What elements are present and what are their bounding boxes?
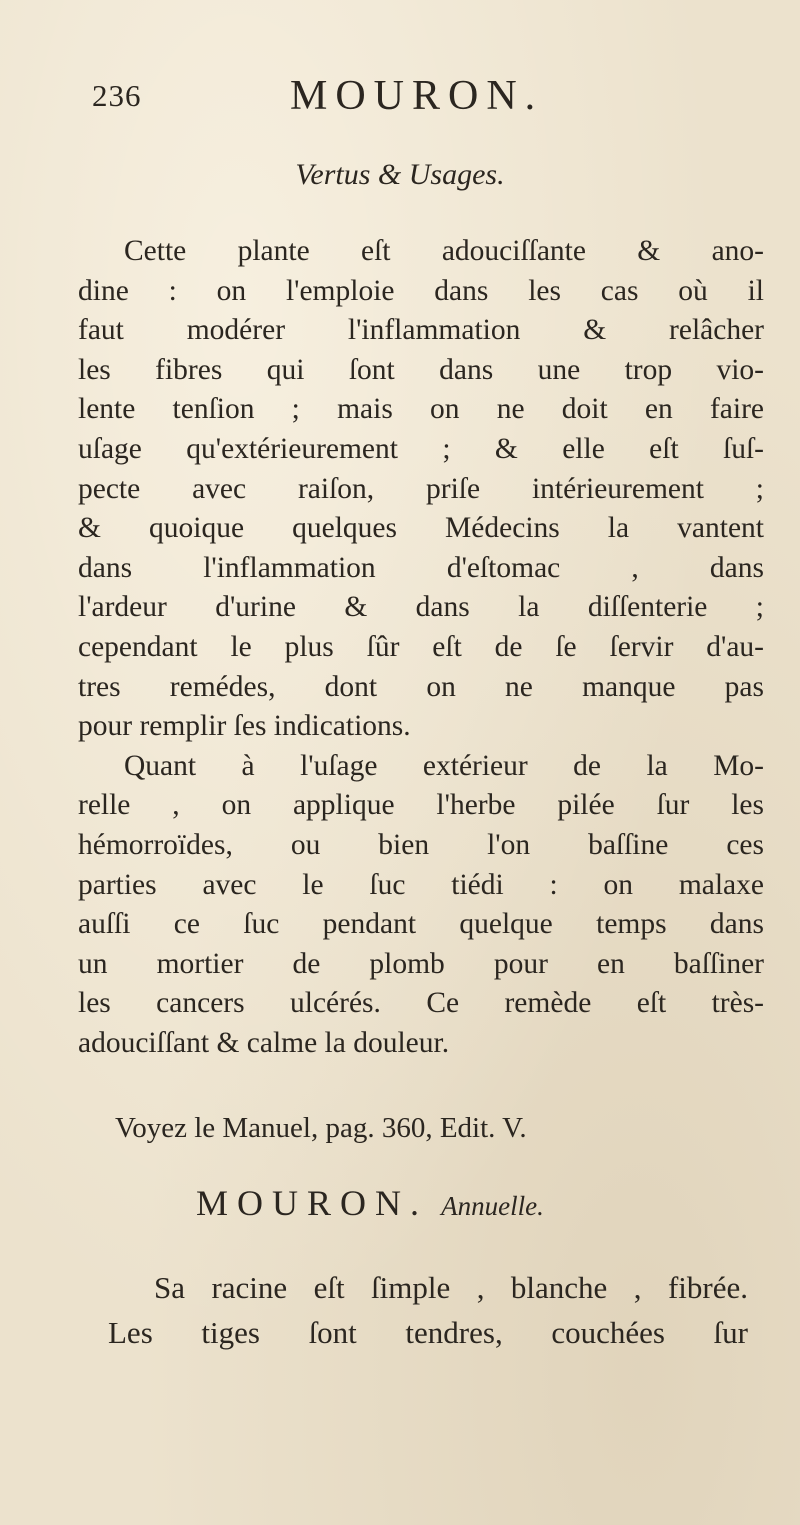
entry-description (108, 1265, 748, 1355)
text-line: adouciſſant & calme la douleur. (78, 1026, 450, 1059)
text-line: Cette plante eſt adouciſſante & ano- (124, 235, 764, 267)
paragraph-virtues (78, 232, 764, 747)
section-title: Vertus & Usages. (295, 158, 505, 191)
text-line: auſſi ce ſuc pendant quelque temps dans (78, 908, 764, 941)
paragraph-external-use (78, 747, 764, 1064)
body-text (78, 232, 764, 1063)
text-line: les cancers ulcérés. Ce remède eſt très- (78, 987, 764, 1020)
entry-type: Annuelle. (441, 1191, 544, 1221)
text-line: l'ardeur d'urine & dans la diſſenterie ; (78, 591, 764, 624)
text-line: pour remplir ſes indications. (78, 710, 411, 743)
text-line: hémorroïdes, ou bien l'on baſſine ces (78, 828, 764, 861)
text-line: faut modérer l'inflammation & relâcher (78, 314, 764, 347)
text-line: pecte avec raiſon, priſe intérieurement ; (78, 472, 764, 505)
entry-heading (196, 1182, 756, 1232)
text-line: Les tiges ſont tendres, couchées ſur (108, 1315, 748, 1350)
text-line: les fibres qui ſont dans une trop vio- (78, 353, 764, 386)
text-line: Quant à l'uſage extérieur de la Mo- (124, 749, 764, 782)
text-line: dine : on l'emploie dans les cas où il (78, 274, 764, 307)
text-line: relle , on applique l'herbe pilée ſur les (78, 789, 764, 822)
page-number: 236 (92, 78, 142, 113)
text-line: uſage qu'extérieurement ; & elle eſt ſuſ- (78, 432, 764, 465)
text-line: un mortier de plomb pour en baſſiner (78, 947, 764, 980)
text-line: Sa racine eſt ſimple , blanche , fibrée. (154, 1270, 748, 1305)
text-line: parties avec le ſuc tiédi : on malaxe (78, 868, 764, 901)
text-line: tres remédes, dont on ne manque pas (78, 670, 764, 703)
text-line: cependant le plus ſûr eſt de ſe ſervir d'au- (78, 630, 764, 663)
page-header (78, 72, 738, 122)
entry-name: MOURON. (196, 1183, 429, 1223)
manual-reference: Voyez le Manuel, pag. 360, Edit. V. (115, 1112, 527, 1144)
text-line: lente tenſion ; mais on ne doit en faire (78, 393, 764, 426)
running-head: MOURON. (290, 73, 544, 119)
text-line: & quoique quelques Médecins la vantent (78, 512, 764, 545)
text-line: dans l'inflammation d'eſtomac , dans (78, 551, 764, 584)
